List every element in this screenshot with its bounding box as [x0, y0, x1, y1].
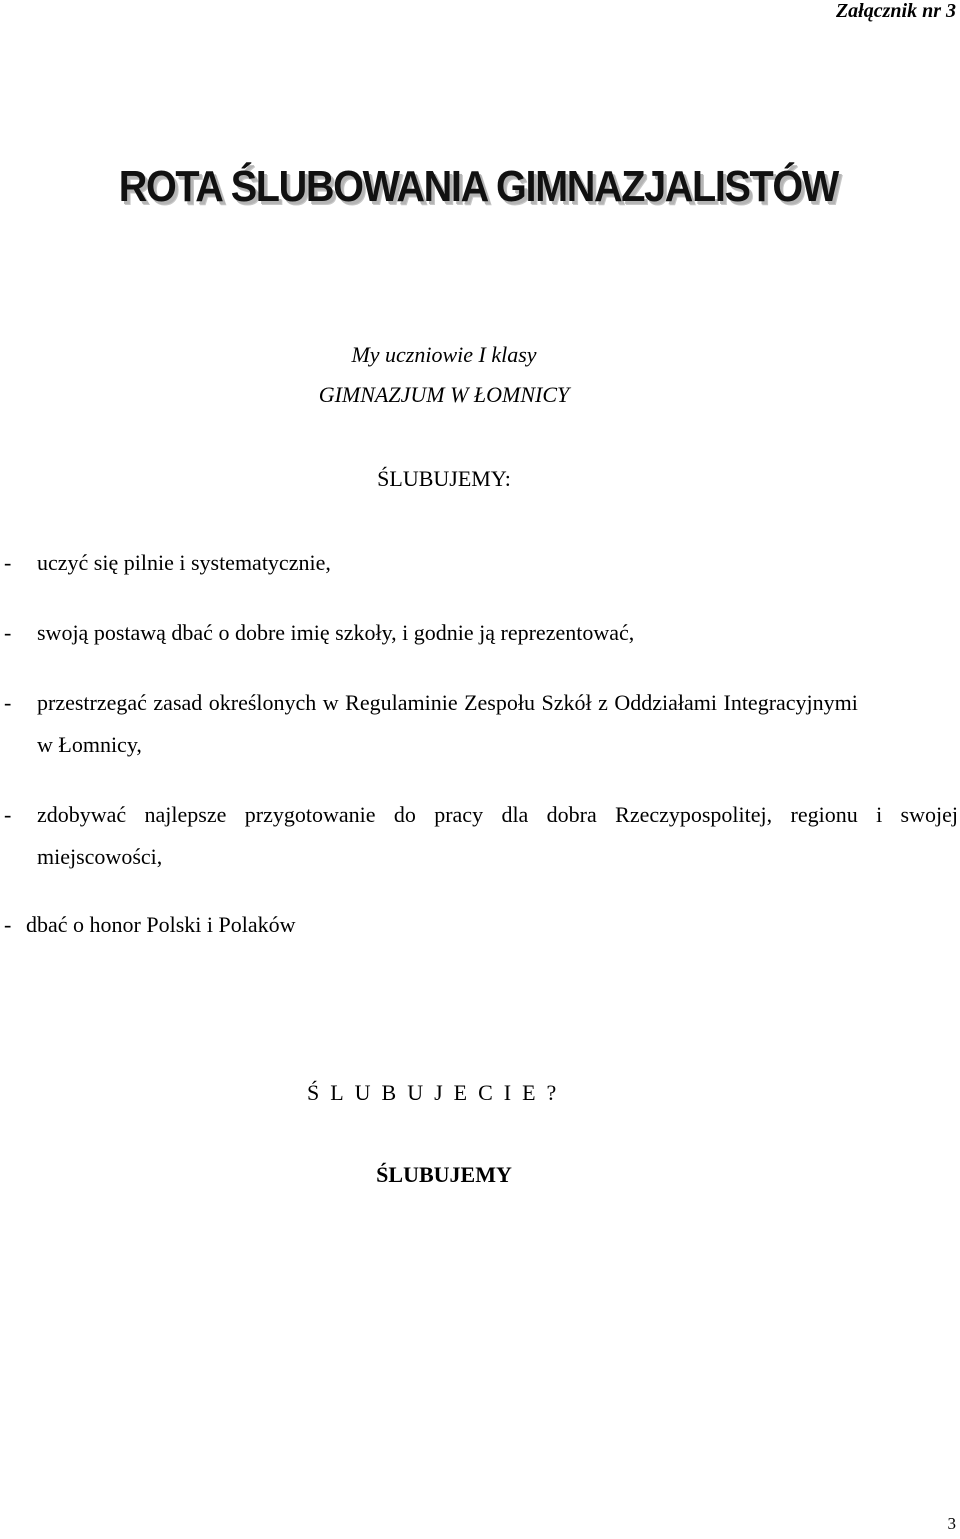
list-dash: -: [4, 620, 12, 645]
pledge-item: [0, 542, 958, 584]
intro-line-school: GIMNAZJUM W ŁOMNICY: [318, 382, 570, 407]
closing-question: ŚLUBUJECIE?: [307, 1080, 568, 1105]
list-dash: -: [4, 690, 12, 715]
pledge-text-continuation: w Łomnicy,: [37, 732, 142, 757]
pledge-item: [0, 612, 958, 654]
intro-line-students: My uczniowie I klasy: [351, 342, 537, 367]
vow-heading: ŚLUBUJEMY:: [377, 466, 511, 491]
pledge-text: zdobywać najlepsze przygotowanie do pracy dla dobra Rzeczypospolitej, regionu i swojej: [37, 802, 958, 827]
list-dash: -: [4, 550, 12, 575]
pledge-text: przestrzegać zasad określonych w Regulaminie Zespołu Szkół z Oddziałami Integracyjnymi: [37, 690, 858, 715]
pledge-item: [0, 904, 958, 946]
pledge-text: dbać o honor Polski i Polaków: [26, 912, 296, 937]
list-dash: -: [4, 912, 12, 937]
list-dash: -: [4, 802, 12, 827]
document-title: ROTA ŚLUBOWANIA GIMNAZJALISTÓW: [118, 162, 838, 211]
pledge-text: uczyć się pilnie i systematycznie,: [37, 550, 331, 575]
annex-label: Załącznik nr 3: [835, 0, 956, 22]
pledge-item: [0, 682, 958, 766]
pledge-text: swoją postawą dbać o dobre imię szkoły, i godnie ją reprezentować,: [37, 620, 635, 645]
page-number: 3: [947, 1514, 956, 1533]
pledge-text-continuation: miejscowości,: [37, 844, 163, 869]
pledge-item: [0, 794, 958, 878]
closing-answer: ŚLUBUJEMY: [376, 1162, 512, 1187]
